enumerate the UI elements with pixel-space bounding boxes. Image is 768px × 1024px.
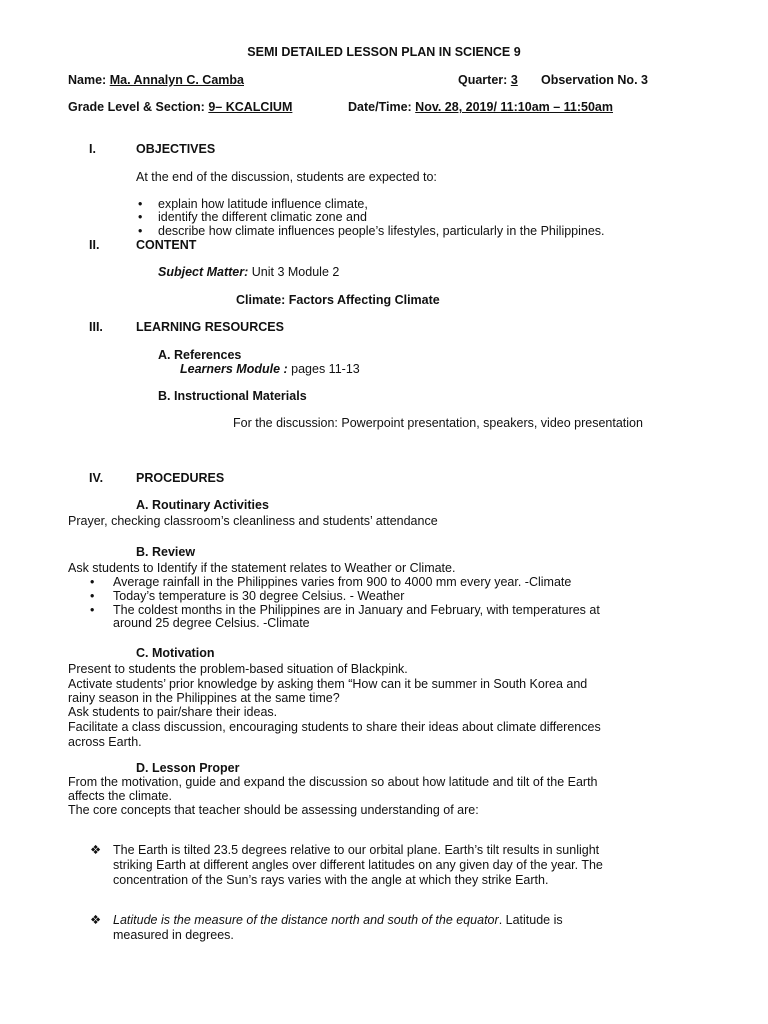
bullet-icon [138,210,142,225]
date-field [348,100,613,115]
resources-heading: LEARNING RESOURCES [136,320,284,334]
bullet-icon [138,224,142,239]
content-number: II. [89,238,100,252]
objectives-intro: At the end of the discussion, students are expected to: [136,170,437,184]
motivation-line: across Earth. [68,735,142,749]
name-value: Ma. Annalyn C. Camba [109,73,244,87]
content-heading: CONTENT [136,238,197,252]
objectives-heading: OBJECTIVES [136,142,216,156]
motivation-line: rainy season in the Philippines at the same time? [68,691,340,705]
routinary-heading: A. Routinary Activities [136,498,269,512]
observation-label: Observation No. 3 [541,73,648,87]
diamond-bullet-icon: ❖ [90,913,102,927]
core-concept-line: The Earth is tilted 23.5 degrees relative to our orbital plane. Earth’s tilt results in sunlight [113,843,600,857]
name-field [68,73,244,88]
subject-matter-label: Subject Matter: [158,265,249,279]
latitude-definition-rest: . Latitude is [498,913,563,927]
list-item: Average rainfall in the Philippines varies from 900 to 4000 mm every year. -Climate [113,575,572,589]
learners-module-label: Learners Module : [180,362,288,376]
motivation-line: Present to students the problem-based situation of Blackpink. [68,662,408,676]
quarter-value: 3 [510,73,518,87]
routinary-text: Prayer, checking classroom’s cleanliness and students’ attendance [68,514,438,528]
subject-matter [158,265,339,280]
list-item: identify the different climatic zone and [158,210,367,224]
bullet-icon [90,589,94,604]
document-title: SEMI DETAILED LESSON PLAN IN SCIENCE 9 [247,45,521,59]
latitude-definition: Latitude is the measure of the distance north and south of the equator [113,913,499,927]
instructional-materials-text: For the discussion: Powerpoint presentation, speakers, video presentation [233,416,643,430]
lesson-proper-heading: D. Lesson Proper [136,761,240,775]
grade-field [68,100,292,115]
objectives-number: I. [89,142,96,156]
grade-value: 9– KCALCIUM [208,100,293,114]
procedures-heading: PROCEDURES [136,471,225,485]
motivation-line: Ask students to pair/share their ideas. [68,705,278,719]
review-heading: B. Review [136,545,196,559]
core-concept-line: measured in degrees. [113,928,234,942]
motivation-heading: C. Motivation [136,646,215,660]
list-item: Today’s temperature is 30 degree Celsius. - Weather [113,589,405,603]
quarter-field [458,73,518,88]
grade-label: Grade Level & Section: [68,100,205,114]
subject-matter-value: Unit 3 Module 2 [248,265,340,279]
name-label: Name: [68,73,107,87]
learners-module-value: pages 11-13 [287,362,360,376]
core-concept-line: concentration of the Sun’s rays varies with the angle at which they strike Earth. [113,873,549,887]
references-heading: A. References [158,348,242,362]
resources-number: III. [89,320,103,334]
lesson-proper-line: From the motivation, guide and expand the discussion so about how latitude and tilt of the Earth [68,775,598,789]
quarter-label: Quarter: [458,73,508,87]
date-label: Date/Time: [348,100,412,114]
procedures-number: IV. [89,471,104,485]
lesson-proper-line: affects the climate. [68,789,172,803]
list-item: describe how climate influences people’s lifestyles, particularly in the Philippines. [158,224,605,238]
core-concept-line [113,913,563,928]
list-item: The coldest months in the Philippines are in January and February, with temperatures at [113,603,600,617]
bullet-icon [90,575,94,590]
content-topic: Climate: Factors Affecting Climate [236,293,440,307]
date-value: Nov. 28, 2019/ 11:10am – 11:50am [415,100,613,114]
instructional-materials-heading: B. Instructional Materials [158,389,307,403]
review-intro: Ask students to Identify if the statement relates to Weather or Climate. [68,561,456,575]
motivation-line: Activate students’ prior knowledge by asking them “How can it be summer in South Korea and [68,677,588,691]
bullet-icon [90,603,94,618]
motivation-line: Facilitate a class discussion, encouraging students to share their ideas about climate differences [68,720,601,734]
list-item: explain how latitude influence climate, [158,197,368,211]
core-concept-line: striking Earth at different angles over different latitudes on any given day of the year. The [113,858,603,872]
lesson-proper-line: The core concepts that teacher should be assessing understanding of are: [68,803,479,817]
list-item-continuation: around 25 degree Celsius. -Climate [113,616,310,630]
learners-module [180,362,360,377]
diamond-bullet-icon: ❖ [90,843,102,857]
